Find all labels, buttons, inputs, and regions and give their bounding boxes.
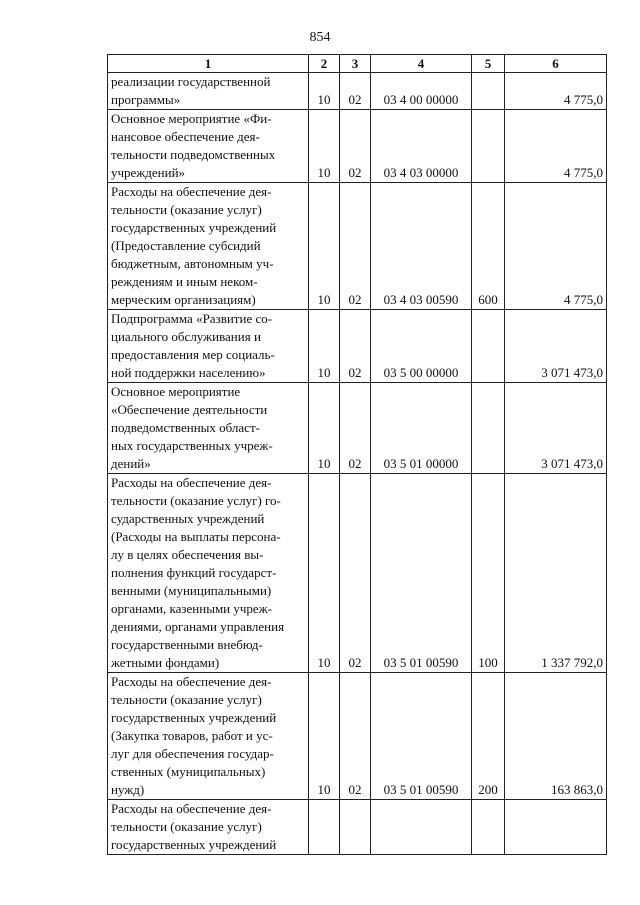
- row-amount: 4 775,0: [505, 110, 607, 183]
- row-expense-type: [472, 110, 505, 183]
- column-header: 4: [371, 55, 472, 73]
- row-amount: 4 775,0: [505, 73, 607, 110]
- row-subsection: 02: [340, 73, 371, 110]
- row-target-code: 03 5 00 00000: [371, 310, 472, 383]
- row-amount: 3 071 473,0: [505, 383, 607, 474]
- row-section: 10: [309, 183, 340, 310]
- page-number: 854: [309, 30, 331, 45]
- column-header: 1: [108, 55, 309, 73]
- row-section: 10: [309, 474, 340, 673]
- row-name: Расходы на обеспечение дея- тельности (оказание услуг) го- сударственных учреждений (Расходы на выплаты персона- лу в целях обеспечения вы- полнения функций государст- венными (муниципальными) органами, казенными учреж- дениями, органами управления государственными внебюд- жетными фондами): [108, 474, 309, 673]
- row-expense-type: [472, 800, 505, 855]
- table-row: [108, 474, 607, 673]
- row-section: 10: [309, 310, 340, 383]
- row-name: Расходы на обеспечение дея- тельности (оказание услуг) государственных учреждений (Закупка товаров, работ и ус- луг для обеспечения государ- ственных (муниципальных) нужд): [108, 673, 309, 800]
- column-header: 5: [472, 55, 505, 73]
- row-subsection: 02: [340, 474, 371, 673]
- row-expense-type: 600: [472, 183, 505, 310]
- row-expense-type: 100: [472, 474, 505, 673]
- column-header: 2: [309, 55, 340, 73]
- row-subsection: [340, 800, 371, 855]
- row-subsection: 02: [340, 110, 371, 183]
- column-header: 3: [340, 55, 371, 73]
- row-subsection: 02: [340, 310, 371, 383]
- row-amount: 4 775,0: [505, 183, 607, 310]
- row-name: Основное мероприятие «Фи- нансовое обеспечение дея- тельности подведомственных учреждений»: [108, 110, 309, 183]
- row-section: 10: [309, 383, 340, 474]
- row-name: Расходы на обеспечение дея- тельности (оказание услуг) государственных учреждений (Предоставление субсидий бюджетным, автономным уч- реждениям и иным неком- мерческим организациям): [108, 183, 309, 310]
- table-header-row: [108, 55, 607, 73]
- table-row: [108, 110, 607, 183]
- budget-table: [107, 54, 607, 855]
- row-target-code: 03 4 03 00590: [371, 183, 472, 310]
- row-expense-type: [472, 73, 505, 110]
- row-target-code: 03 5 01 00000: [371, 383, 472, 474]
- row-subsection: 02: [340, 673, 371, 800]
- row-section: 10: [309, 110, 340, 183]
- table-row: [108, 183, 607, 310]
- column-header: 6: [505, 55, 607, 73]
- row-section: [309, 800, 340, 855]
- row-subsection: 02: [340, 183, 371, 310]
- row-name: Основное мероприятие «Обеспечение деятельности подведомственных област- ных государственных учреж- дений»: [108, 383, 309, 474]
- row-amount: 3 071 473,0: [505, 310, 607, 383]
- row-section: 10: [309, 73, 340, 110]
- row-amount: [505, 800, 607, 855]
- row-target-code: 03 5 01 00590: [371, 673, 472, 800]
- row-amount: 163 863,0: [505, 673, 607, 800]
- row-name: Подпрограмма «Развитие со- циального обслуживания и предоставления мер социаль- ной поддержки населению»: [108, 310, 309, 383]
- table-row: [108, 673, 607, 800]
- row-expense-type: [472, 310, 505, 383]
- row-name: реализации государственной программы»: [108, 73, 309, 110]
- row-target-code: 03 4 03 00000: [371, 110, 472, 183]
- row-subsection: 02: [340, 383, 371, 474]
- row-target-code: 03 4 00 00000: [371, 73, 472, 110]
- table-row: [108, 73, 607, 110]
- row-amount: 1 337 792,0: [505, 474, 607, 673]
- row-name: Расходы на обеспечение дея- тельности (оказание услуг) государственных учреждений: [108, 800, 309, 855]
- table-row: [108, 800, 607, 855]
- row-expense-type: 200: [472, 673, 505, 800]
- row-target-code: 03 5 01 00590: [371, 474, 472, 673]
- table-row: [108, 310, 607, 383]
- row-section: 10: [309, 673, 340, 800]
- row-expense-type: [472, 383, 505, 474]
- row-target-code: [371, 800, 472, 855]
- table-row: [108, 383, 607, 474]
